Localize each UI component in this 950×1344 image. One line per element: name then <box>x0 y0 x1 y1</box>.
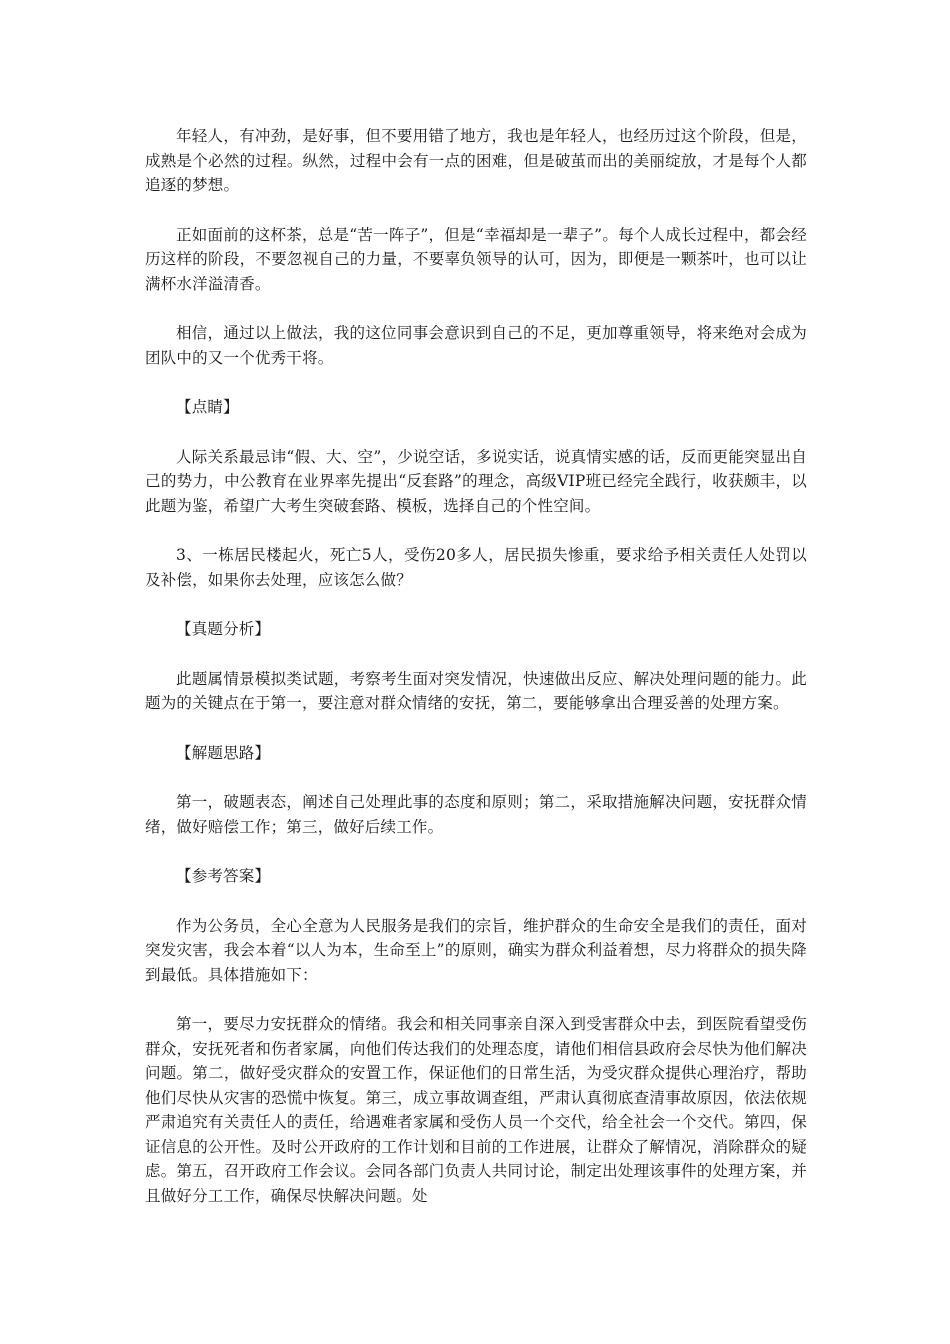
heading-dianjing: 【点睛】 <box>176 398 239 416</box>
question-3: 3、一栋居民楼起火，死亡5人，受伤20多人，居民损失惨重，要求给予相关责任人处罚以及补偿，如果你去处理，应该怎么做？ <box>145 546 807 589</box>
paragraph-tea: 正如面前的这杯茶，总是“苦一阵子”，但是“幸福却是一辈子”。每个人成长过程中，都会经历这样的阶段，不要忽视自己的力量，不要辜负领导的认可，因为，即便是一颗茶叶，也可以让满杯水洋溢清香。 <box>145 225 807 293</box>
paragraph-analysis: 此题属情景模拟类试题，考察考生面对突发情况，快速做出反应、解决处理问题的能力。此题为的关键点在于第一，要注意对群众情绪的安抚，第二，要能够拿出合理妥善的处理方案。 <box>145 669 807 712</box>
paragraph-youth: 年轻人，有冲劲，是好事，但不要用错了地方，我也是年轻人，也经历过这个阶段，但是，成熟是个必然的过程。纵然，过程中会有一点的困难，但是破茧而出的美丽绽放，才是每个人都追逐的梦想。 <box>145 127 807 194</box>
heading-approach: 【解题思路】 <box>176 743 271 762</box>
heading-answer: 【参考答案】 <box>176 867 271 885</box>
paragraph-relations: 人际关系最忌讳“假、大、空”，少说空话，多说实话，说真情实感的话，反而更能突显出自己的势力，中公教育在业界率先提出“反套路”的理念，高级VIP班已经完全践行，收获颇丰，以此题为鉴，希望广大考生突破套路、模板，选择自己的个性空间。 <box>145 447 807 515</box>
paragraph-believe: 相信，通过以上做法，我的这位同事会意识到自己的不足，更加尊重领导，将来绝对会成为团队中的又一个优秀干将。 <box>145 324 807 367</box>
paragraph-answer-intro: 作为公务员，全心全意为人民服务是我们的宗旨，维护群众的生命安全是我们的责任，面对突发灾害，我会本着“以人为本，生命至上”的原则，确实为群众利益着想，尽力将群众的损失降到最低。具体措施如下： <box>145 916 807 984</box>
heading-analysis: 【真题分析】 <box>176 620 271 638</box>
paragraph-answer-measures: 第一，要尽力安抚群众的情绪。我会和相关同事亲自深入到受害群众中去，到医院看望受伤群众，安抚死者和伤者家属，向他们传达我们的处理态度，请他们相信县政府会尽快为他们解决问题。第二，做好受灾群众的安置工作，保证他们的日常生活，为受灾群众提供心理治疗，帮助他们尽快从灾害的恐慌中恢复。第三，成立事故调查组，严肃认真彻底查清事故原因，依法依规严肃追究有关责任人的责任，给遇难者家属和受伤人员一个交代，给全社会一个交代。第四，保证信息的公开性。及时公开政府的工作计划和目前的工作进展，让群众了解情况，消除群众的疑虑。第五，召开政府工作会议。会同各部门负责人共同讨论，制定出处理该事件的处理方案，并且做好分工工作，确保尽快解决问题。处 <box>145 1015 807 1205</box>
paragraph-approach: 第一，破题表态，阐述自己处理此事的态度和原则；第二，采取措施解决问题，安抚群众情绪，做好赔偿工作；第三，做好后续工作。 <box>145 793 807 836</box>
document-body <box>145 124 807 1208</box>
